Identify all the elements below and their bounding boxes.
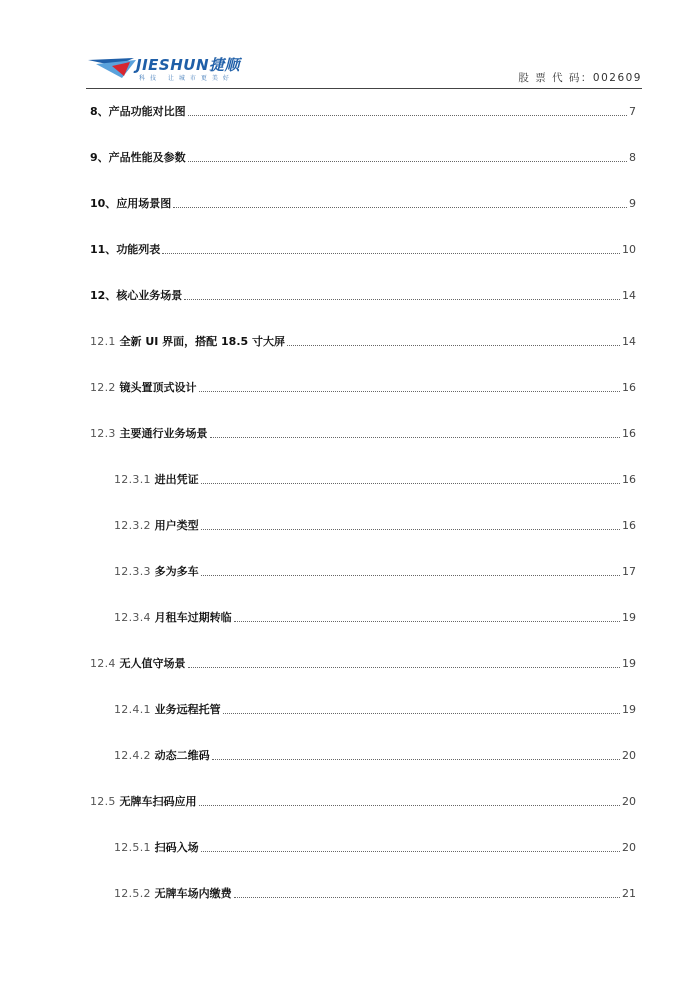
toc-page-number: 19 [622,657,636,670]
toc-number: 12.5 [90,795,120,808]
toc-entry[interactable] [90,104,636,120]
toc-page-number: 20 [622,841,636,854]
toc-entry[interactable] [114,472,636,488]
toc-entry[interactable] [114,886,636,902]
toc-number: 8、 [90,105,109,118]
toc-entry[interactable] [90,242,636,258]
toc-number: 12.4.2 [114,749,155,762]
toc-title: 产品性能及参数 [108,151,186,164]
toc-entry[interactable] [90,150,636,166]
toc-number: 12.3.1 [114,473,155,486]
page-header [86,52,642,89]
toc-entry[interactable] [114,518,636,534]
toc-title: 功能列表 [116,243,161,256]
toc-page-number: 16 [622,473,636,486]
toc-number: 12.2 [90,381,120,394]
toc-leader-dots [287,344,620,346]
toc-number: 9、 [90,151,109,164]
toc-page-number: 7 [629,105,636,118]
toc-number: 12.4.1 [114,703,155,716]
toc-page-number: 16 [622,427,636,440]
toc-title: 用户类型 [154,519,199,532]
toc-title: 业务远程托管 [154,703,221,716]
toc-number: 12.5.1 [114,841,155,854]
toc-leader-dots [199,804,621,806]
toc-page-number: 9 [629,197,636,210]
stock-code: 股 票 代 码：002609 [518,72,642,84]
toc-leader-dots [188,114,627,116]
jieshun-logo [86,52,256,84]
toc-number: 12.1 [90,335,120,348]
toc-title: 核心业务场景 [116,289,183,302]
toc-title: 月租车过期转临 [154,611,232,624]
toc-page-number: 20 [622,749,636,762]
toc-leader-dots [188,666,621,668]
toc-leader-dots [201,528,620,530]
toc-number: 12.5.2 [114,887,155,900]
toc-leader-dots [223,712,620,714]
toc-entry[interactable] [90,794,636,810]
toc-page-number: 20 [622,795,636,808]
toc-leader-dots [199,390,621,392]
toc-number: 12.4 [90,657,120,670]
toc-leader-dots [201,482,620,484]
toc-leader-dots [188,160,627,162]
toc-title: 无牌车场内缴费 [154,887,232,900]
toc-title: 镜头置顶式设计 [119,381,197,394]
toc-number: 12.3.4 [114,611,155,624]
toc-title: 动态二维码 [154,749,210,762]
toc-leader-dots [184,298,620,300]
toc-title: 无人值守场景 [119,657,186,670]
toc-entry[interactable] [114,840,636,856]
toc-title: 多为多车 [154,565,199,578]
toc-page-number: 17 [622,565,636,578]
toc-entry[interactable] [90,380,636,396]
toc-leader-dots [201,850,620,852]
toc-leader-dots [234,620,620,622]
toc-page-number: 10 [622,243,636,256]
toc-entry[interactable] [90,334,636,350]
toc-entry[interactable] [114,702,636,718]
toc-title: 产品功能对比图 [108,105,186,118]
toc-page-number: 14 [622,289,636,302]
toc-page-number: 8 [629,151,636,164]
logo-tagline: 科技 让城市更美好 [139,75,234,82]
toc-number: 11、 [90,243,117,256]
toc-entry[interactable] [90,656,636,672]
toc-page-number: 16 [622,381,636,394]
toc-title: 无牌车扫码应用 [119,795,197,808]
toc-number: 10、 [90,197,117,210]
toc-leader-dots [212,758,620,760]
toc-page-number: 16 [622,519,636,532]
toc-entry[interactable] [90,288,636,304]
toc-title: 应用场景图 [116,197,172,210]
toc-page-number: 21 [622,887,636,900]
toc-number: 12.3 [90,427,120,440]
toc-page-number: 19 [622,703,636,716]
toc-leader-dots [234,896,620,898]
toc-leader-dots [210,436,621,438]
toc-number: 12、 [90,289,117,302]
toc-title: 扫码入场 [154,841,199,854]
toc-title: 主要通行业务场景 [119,427,208,440]
toc-entry[interactable] [114,610,636,626]
toc-entry[interactable] [114,564,636,580]
toc-title: 全新 UI 界面，搭配 18.5 寸大屏 [119,335,285,348]
toc-page-number: 14 [622,335,636,348]
logo-text: JIESHUN捷顺 [136,56,240,74]
toc-entry[interactable] [114,748,636,764]
toc-title: 进出凭证 [154,473,199,486]
toc-entry[interactable] [90,426,636,442]
toc-number: 12.3.2 [114,519,155,532]
toc-leader-dots [162,252,620,254]
toc-number: 12.3.3 [114,565,155,578]
toc-entry[interactable] [90,196,636,212]
toc-leader-dots [201,574,620,576]
toc-page-number: 19 [622,611,636,624]
toc-leader-dots [173,206,627,208]
